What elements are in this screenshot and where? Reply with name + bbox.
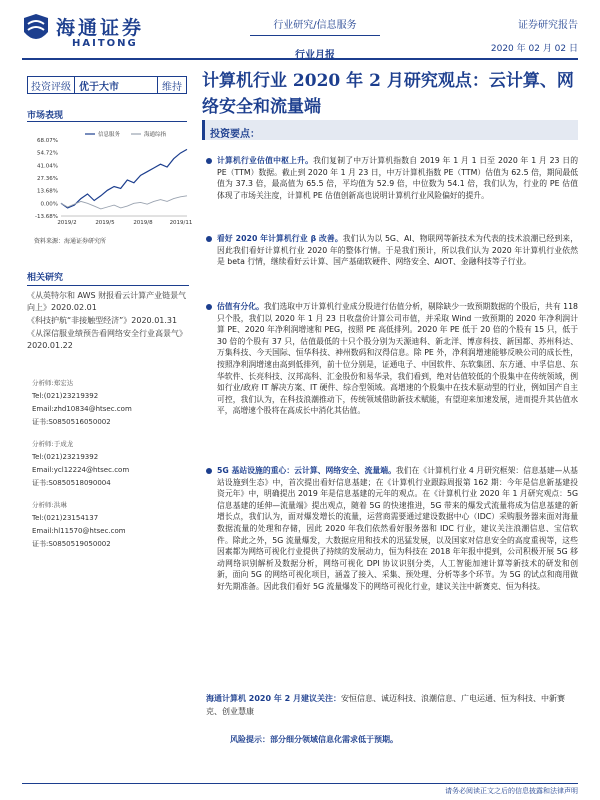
analyst-cert: 证书:S0850516050002 [32, 418, 111, 426]
related-heading: 相关研究 [27, 273, 64, 283]
header-divider [22, 58, 578, 60]
series-line-1 [61, 149, 187, 208]
market-heading: 市场表现 [27, 111, 64, 121]
analyst-cert: 证书:S0850518090004 [32, 479, 111, 487]
related-item[interactable]: 《从英特尔和 AWS 财报看云计算产业链景气向上》2020.02.01 [27, 291, 187, 312]
series-line-2 [61, 196, 187, 209]
key-point-paragraph [206, 301, 578, 417]
divider [27, 285, 189, 286]
y-tick-label: 41.04% [37, 163, 58, 170]
paragraph-body: 我们选取中万计算机行业成分股进行估值分析，剔除缺少一致预期数据的个股后，共有 118 只个股，我们以 2020 年 1 月 23 日收盘价计算公司市值，并采取 Wind 一致预期的 2020 年净利润计算 PE、2020 年净利润增速和 PEG，按照 PE 高低排列。2020 年 PE 低于 20 倍的个股有 15 只，低于 30 倍的个股有 37 只，估值最低的十只个股分别为天源迪科、新北洋、博彦科技、新国都、苏州科达、万集科技、今天国际、恒华科技、神州数码和汉得信息。除 PE 外，净利润增速能够反映公司的成长性，按照净利润增速由高到低排列，前十位分别是，证通电子、中国软件、东软集团、东方通、中孚信息、东华软件、长亮科技、汉邦高科、汇金股份和易华录，我们看到，绝对估值较低的个股集中在传统领域，例如行业/政府 IT 解决方案、IT 硬件、综合型领域。高增速的个股集中在技术驱动型的行业，例如国产自主可控，我们认为，在科技浪潮推动下，传统领域借助新技术赋能，有望迎来加速发展，进而提升其估值水平，高增速个股将在高成长中消化其估值。 [217, 302, 578, 416]
investment-rating [27, 76, 187, 94]
logo-text-en: HAITONG [72, 38, 138, 49]
paragraph-lead: 估值有分化。 [217, 302, 264, 311]
recommendation-lead: 海通计算机 2020 年 2 月建议关注： [206, 694, 341, 703]
paragraph-lead: 计算机行业估值中枢上升。 [217, 156, 314, 165]
key-points-title: 投资要点： [210, 129, 260, 140]
y-tick-label: 27.36% [37, 176, 58, 182]
analyst-email[interactable]: Email:ycl12224@htsec.com [32, 466, 130, 474]
y-tick-label: 0.00% [40, 201, 58, 208]
paragraph-body: 我们复制了中万计算机指数自 2019 年 1 月 1 日至 2020 年 1 月 23 日的 PE（TTM）数据。截止到 2020 年 1 月 23 日，中万计算机指数 PE（TTM）估值为 62.5 倍，期间最低值为 37.3 倍，最高值为 65.5 倍，平均值为 52.9 倍，中位数为 54.1 倍，我们认为，行业的 PE 估值体现了市场关注度，计算机 PE 估值创新高也说明计算机行业风险偏好的提升。 [217, 156, 579, 200]
analyst-card [32, 377, 182, 429]
report-category: 行业研究/信息服务 [273, 20, 357, 31]
disclaimer: 请务必阅读正文之后的信息披露和法律声明 [445, 787, 578, 795]
bullet-icon [206, 158, 212, 164]
x-tick-label: 2019/8 [133, 220, 153, 226]
key-point-paragraph [206, 233, 578, 268]
analyst-email[interactable]: Email:hl11570@htsec.com [32, 527, 126, 535]
paragraph-lead: 看好 2020 年计算机行业 β 改善。 [217, 234, 343, 243]
risk-lead: 风险提示： [230, 735, 270, 744]
paragraph-body: 我们在《计算机行业 4 月研究框架：信息基建—从基站设施到生态》中，首次提出看好信息基建；在《计算机行业跟踪周报第 162 期：今年是信息新基建投资元年》中，明确提出 2019 年是信息基建的元年的观点。在《计算机行业 2020 年 1 月研究观点：5G 信息基建的延伸—流量端》提出观点，随着 5G 的快速推进，5G 带来的爆发式流量将成为信息基建的新增长点，我们认为，面对爆发增长的流量，运营商需要通过建设数据中心（IDC）采购服务器来面对海量数据流量的处理和存储，因此 2020 年我们依然看好服务器和 IDC 行业，建议关注浪潮信息、宝信软件。除此之外，5G 流量爆发，大数据应用和技术的迅猛发展，以及国家对信息安全的高度重视等，这些因素都为网络可视化行业提供了持续的发展动力，恒为科技在 2018 年年报中提到，公司积极开展 5G 移动网络识别解析及数据分析，网络可视化 DPI 协议识别分类，人工智能加速计算等新技术的研发和创新，面向 5G 的网络可视化项目，涵盖了接入、采集、预处理、分析等多个环节。为 5G 的试点和商用做好先期准备。因此我们看好 5G 流量爆发下的网络可视化行业，建议关注中新赛克、恒为科技。 [217, 466, 578, 591]
x-tick-label: 2019/2 [57, 220, 77, 226]
page-title: 计算机行业 2020 年 2 月研究观点：云计算、网络安全和流量端 [202, 71, 574, 117]
analyst-cert: 证书:S0850519050002 [32, 540, 111, 548]
legend-label: 海通综指 [144, 132, 167, 138]
divider [27, 121, 187, 122]
report-meta [491, 16, 578, 54]
bullet-icon [206, 468, 212, 474]
report-type: 行业月报 [295, 50, 335, 61]
y-tick-label: 13.68% [37, 188, 58, 195]
y-tick-label: 54.72% [37, 150, 58, 157]
page-header [0, 0, 600, 62]
divider [250, 35, 380, 36]
analyst-name: 分析师:郑宏达 [32, 379, 74, 387]
haitong-logo-icon [22, 12, 50, 48]
related-item[interactable]: 《从深信服业绩预告看网络安全行业高景气》2020.01.22 [27, 329, 187, 350]
report-category-block [250, 16, 380, 61]
y-tick-label: -13.68% [35, 214, 58, 220]
footer-divider [22, 783, 578, 784]
report-date: 2020 年 02 月 02 日 [490, 44, 578, 54]
y-tick-label: 68.07% [37, 138, 58, 144]
analyst-tel: Tel:(021)23154137 [32, 514, 99, 522]
key-point-paragraph [206, 465, 578, 593]
related-research [27, 270, 189, 353]
bullet-icon [206, 236, 212, 242]
risk-body: 部分细分领域信息化需求低于预期。 [270, 735, 398, 744]
rating-change: 维持 [162, 81, 182, 93]
report-label: 证券研究报告 [518, 20, 578, 31]
chart-source: 资料来源：海通证券研究所 [34, 238, 107, 245]
related-item[interactable]: 《科技护航“非接触型经济”》2020.01.31 [27, 316, 178, 325]
recommendation-body: 安恒信息、诚迈科技、浪潮信息、广电运通、恒为科技、中新赛克、创业慧康 [206, 694, 565, 716]
analyst-card [32, 438, 182, 490]
rating-label: 投资评级 [28, 77, 75, 93]
analyst-name: 分析师:洪琳 [32, 501, 67, 509]
risk-warning [230, 734, 398, 745]
key-point-paragraph [206, 155, 578, 201]
logo-text-cn: 海通证券 [56, 17, 145, 39]
company-logo [22, 12, 172, 52]
legend-label: 信息服务 [98, 132, 121, 138]
paragraph-lead: 5G 基站设施的重心：云计算、网络安全、流量端。 [217, 466, 396, 475]
recommendation [206, 692, 578, 718]
bullet-icon [206, 304, 212, 310]
x-tick-label: 2019/5 [95, 220, 115, 226]
x-tick-label: 2019/11 [169, 220, 192, 226]
paragraph-body: 我们认为以 5G、AI、物联网等新技术为代表的技术浪潮已经到来，因此我们看好计算机行业 2020 年的整体行情。于是我们预计，所以我们认为 2020 年计算机行业依然是 beta 行情，继续看好云计算、国产基础软硬件、网络安全、AIOT、金融科技等子行业。 [217, 234, 578, 267]
analyst-email[interactable]: Email:zhd10834@htsec.com [32, 405, 132, 413]
analyst-name: 分析师:于成龙 [32, 440, 74, 448]
analyst-card [32, 499, 182, 551]
analyst-tel: Tel:(021)23219392 [32, 392, 99, 400]
analyst-tel: Tel:(021)23219392 [32, 453, 99, 461]
rating-value: 优于大市 [75, 77, 158, 93]
market-chart [27, 128, 192, 228]
analyst-list [32, 377, 182, 560]
